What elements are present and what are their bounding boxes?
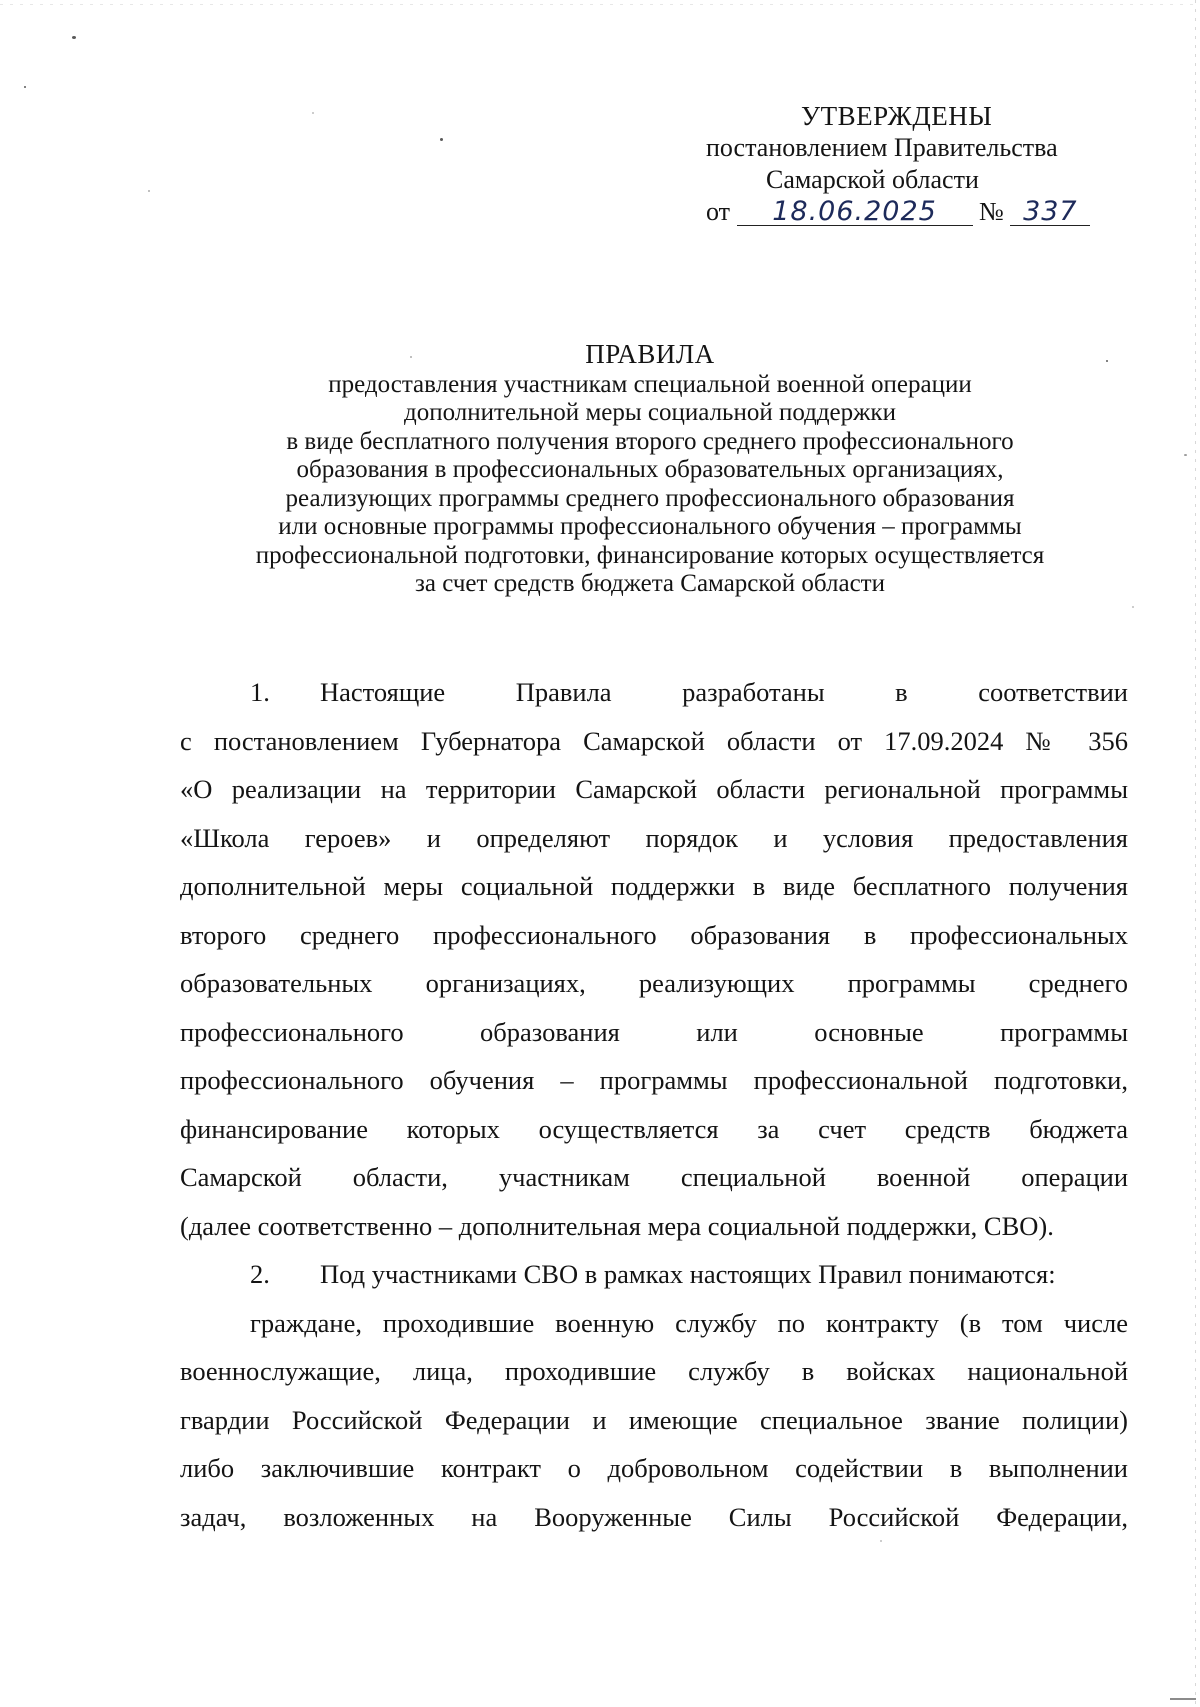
paragraph-line: образовательных организациях, реализующих программы среднего: [180, 968, 1128, 998]
paragraph-line: военнослужащие, лица, проходившие службу в войсках национальной: [180, 1356, 1128, 1386]
heading-line: или основные программы профессионального обучения – программы: [278, 513, 1022, 540]
paragraph-line: гвардии Российской Федерации и имеющие специальное звание полиции): [180, 1404, 1128, 1435]
approval-region-line: Самарской области: [766, 165, 979, 194]
scan-edge-top: [0, 4, 1200, 5]
paragraph-text: Под участниками СВО в рамках настоящих Правил понимаются:: [320, 1259, 1056, 1289]
paragraph-line: «О реализации на территории Самарской области региональной программы: [180, 774, 1128, 804]
approval-decree-line: постановлением Правительства: [706, 133, 1058, 162]
scan-speck: [1170, 1698, 1196, 1700]
date-prefix: от: [706, 197, 731, 226]
paragraph-line: (далее соответственно – дополнительная мера социальной поддержки, СВО).: [180, 1210, 1054, 1241]
heading-line: в виде бесплатного получения второго среднего профессионального: [286, 427, 1014, 455]
heading-line: реализующих программы среднего профессионального образования: [285, 484, 1015, 512]
paragraph-number: 2.: [250, 1259, 270, 1289]
paragraph-line: профессионального обучения – программы профессиональной подготовки,: [180, 1065, 1128, 1095]
paragraph-line: Самарской области, участникам специальной военной операции: [180, 1162, 1128, 1192]
rules-heading: [150, 340, 1150, 599]
heading-line: дополнительной меры социальной поддержки: [404, 399, 896, 426]
scan-speck: [148, 190, 150, 192]
scan-speck: [1184, 454, 1187, 456]
paragraph-line: граждане, проходившие военную службу по контракту (в том числе: [250, 1307, 1128, 1338]
rules-title: ПРАВИЛА: [585, 339, 715, 369]
scan-edge-right: [1195, 0, 1196, 1707]
paragraph-number: 1.: [250, 677, 270, 707]
paragraph-line: «Школа героев» и определяют порядок и условия предоставления: [180, 822, 1128, 853]
heading-line: профессиональной подготовки, финансирование которых осуществляется: [255, 541, 1045, 569]
number-prefix: №: [979, 197, 1004, 226]
heading-line: образования в профессиональных образовательных организациях,: [296, 456, 1004, 483]
approval-date-number-line: [690, 196, 1110, 236]
paragraph-line: либо заключившие контракт о добровольном содействии в выполнении: [180, 1453, 1128, 1483]
paragraph-line: второго среднего профессионального образования в профессиональных: [180, 919, 1128, 950]
scan-speck: [440, 138, 443, 141]
approval-block: [690, 100, 1110, 236]
rules-body: [180, 668, 1128, 1541]
scan-speck: [72, 36, 76, 39]
handwritten-date: 18.06.2025: [737, 199, 973, 226]
paragraph-line: задач, возложенных на Вооруженные Силы Российской Федерации,: [180, 1501, 1128, 1532]
paragraph-line: финансирование которых осуществляется за счет средств бюджета: [180, 1113, 1128, 1144]
paragraph-1-first-line: [180, 668, 1128, 717]
paragraph-line: дополнительной меры социальной поддержки в виде бесплатного получения: [180, 871, 1128, 901]
heading-line: за счет средств бюджета Самарской области: [415, 570, 885, 597]
handwritten-number: 337: [1010, 199, 1090, 226]
paragraph-2-line: [180, 1250, 1128, 1299]
paragraph-text: Настоящие Правила разработаны в соответствии: [320, 677, 1128, 707]
scan-speck: [24, 86, 26, 88]
approval-title: УТВЕРЖДЕНЫ: [801, 101, 993, 131]
paragraph-line: с постановлением Губернатора Самарской области от 17.09.2024 № 356: [180, 725, 1128, 756]
paragraph-line: профессионального образования или основные программы: [180, 1016, 1128, 1047]
scan-speck: [1132, 606, 1134, 608]
scan-speck: [312, 112, 314, 114]
heading-line: предоставления участникам специальной военной операции: [328, 370, 972, 398]
